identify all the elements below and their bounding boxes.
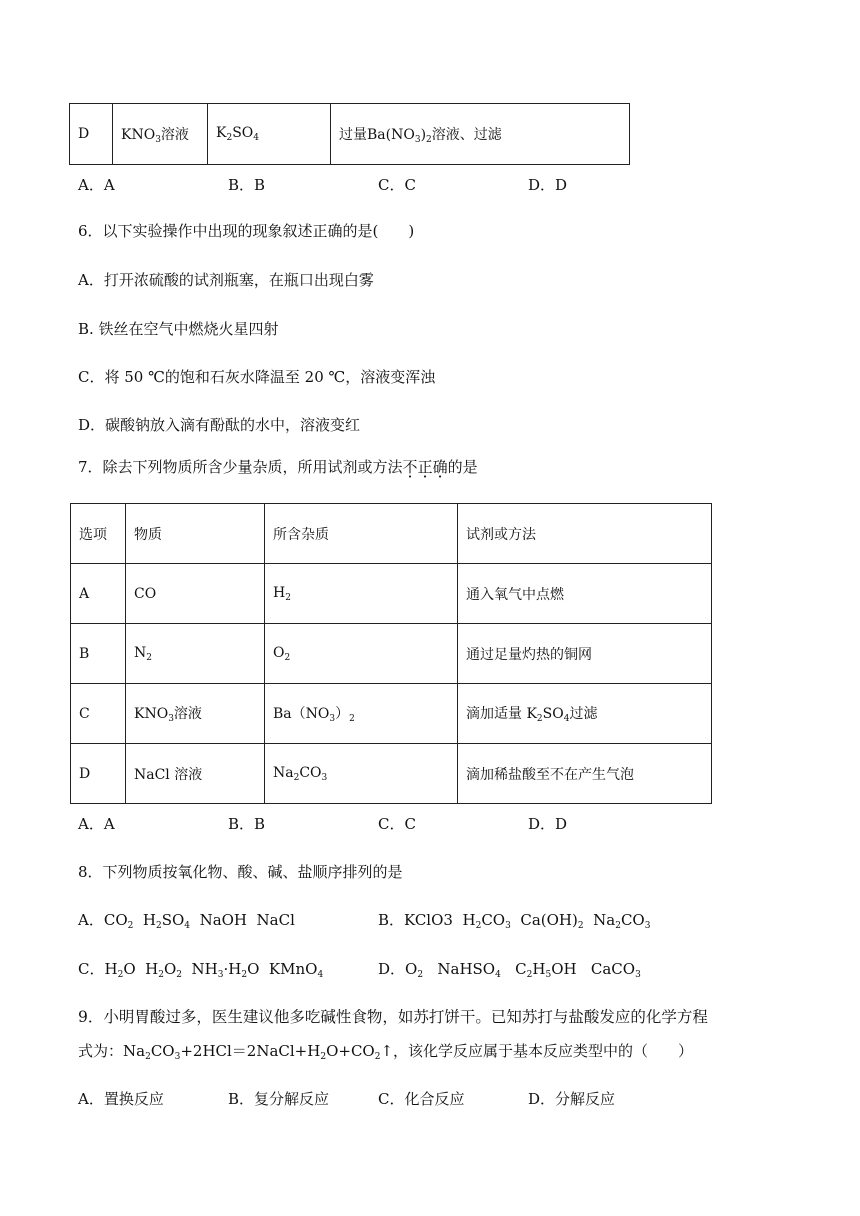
- table-header: 物质: [126, 504, 265, 564]
- choice-c: C．化合反应: [378, 1090, 465, 1108]
- table-header-row: [71, 504, 712, 564]
- question-8-option-c: C．$H_2O$ $H_2O_2$ $NH_3\cdot H_2O$ KMnO$_4$: [78, 960, 324, 980]
- table-row: [70, 104, 630, 165]
- choice-a: A．置换反应: [78, 1090, 164, 1108]
- question-7-stem: 7．除去下列物质所含少量杂质，所用试剂或方法不正确的是: [78, 458, 478, 476]
- q5-table: [69, 103, 630, 165]
- choice-b: B．B: [228, 176, 266, 194]
- question-6-stem: 6．以下实验操作中出现的现象叙述正确的是( ): [78, 222, 415, 240]
- table-cell: A: [71, 564, 126, 624]
- table-row: [71, 564, 712, 624]
- table-cell: NaCl 溶液: [126, 744, 265, 804]
- choice-d: D．D: [528, 176, 568, 194]
- table-cell: $Ba(NO_3)_2$: [265, 684, 458, 744]
- table-cell: CO: [126, 564, 265, 624]
- table-header: 试剂或方法: [458, 504, 712, 564]
- table-row: [71, 684, 712, 744]
- question-6-option-d: D．碳酸钠放入滴有酚酞的水中，溶液变红: [78, 416, 361, 434]
- table-cell: $KNO_3$溶液: [126, 684, 265, 744]
- question-8-stem: 8．下列物质按氧化物、酸、碱、盐顺序排列的是: [78, 863, 403, 881]
- table-cell: 通入氧气中点燃: [458, 564, 712, 624]
- table-cell-impurity: $K_2SO_4$: [208, 104, 331, 165]
- q7-table: [70, 503, 712, 804]
- table-cell: $Na_2CO_3$: [265, 744, 458, 804]
- table-cell-substance: $KNO_3$溶液: [113, 104, 208, 165]
- choice-b: B．复分解反应: [228, 1090, 330, 1108]
- table-cell-option: D: [70, 104, 113, 165]
- table-cell: 滴加稀盐酸至不在产生气泡: [458, 744, 712, 804]
- emphasis-char: 不: [402, 458, 418, 476]
- question-8-option-a: A．$CO_2$ $H_2SO_4$ NaOH NaCl: [78, 911, 295, 931]
- choice-a: A．A: [78, 176, 115, 194]
- emphasis-char: 确: [432, 458, 448, 476]
- choice-d: D．D: [528, 815, 568, 833]
- table-cell: D: [71, 744, 126, 804]
- table-row: [71, 624, 712, 684]
- table-cell: C: [71, 684, 126, 744]
- question-6-option-b: B. 铁丝在空气中燃烧火星四射: [78, 320, 279, 338]
- choice-b: B．B: [228, 815, 266, 833]
- table-cell: 滴加适量 $K_2SO_4$过滤: [458, 684, 712, 744]
- table-cell: $N_2$: [126, 624, 265, 684]
- table-row: [71, 744, 712, 804]
- emphasis-char: 正: [417, 458, 433, 476]
- table-header: 选项: [71, 504, 126, 564]
- question-6-option-a: A．打开浓硫酸的试剂瓶塞，在瓶口出现白雾: [78, 271, 374, 289]
- question-9-stem-line1: 9．小明胃酸过多，医生建议他多吃碱性食物，如苏打饼干。已知苏打与盐酸发应的化学方程: [78, 1008, 708, 1026]
- table-cell: 通过足量灼热的铜网: [458, 624, 712, 684]
- table-cell-method: 过量$Ba(NO_3)_2$溶液、过滤: [331, 104, 630, 165]
- choice-d: D．分解反应: [528, 1090, 616, 1108]
- choice-a: A．A: [78, 815, 115, 833]
- table-header: 所含杂质: [265, 504, 458, 564]
- table-cell: $O_2$: [265, 624, 458, 684]
- question-6-option-c: C．将 50 ℃的饱和石灰水降温至 20 ℃，溶液变浑浊: [78, 368, 436, 386]
- choice-c: C．C: [378, 815, 416, 833]
- question-8-option-d: D．$O_2$ NaHSO$_4$ $C_2H_5OH$ CaCO$_3$: [378, 960, 641, 980]
- table-cell: $H_2$: [265, 564, 458, 624]
- table-cell: B: [71, 624, 126, 684]
- question-9-stem-line2: 式为：$Na_2CO_3+2HCl=2NaCl+H_2O+CO_2↑$，该化学反应属于基本反应类型中的（ ）: [78, 1042, 694, 1062]
- question-8-option-b: B．KClO3 $H_2CO_3$ $Ca(OH)_2$ $Na_2CO_3$: [378, 911, 651, 931]
- choice-c: C．C: [378, 176, 416, 194]
